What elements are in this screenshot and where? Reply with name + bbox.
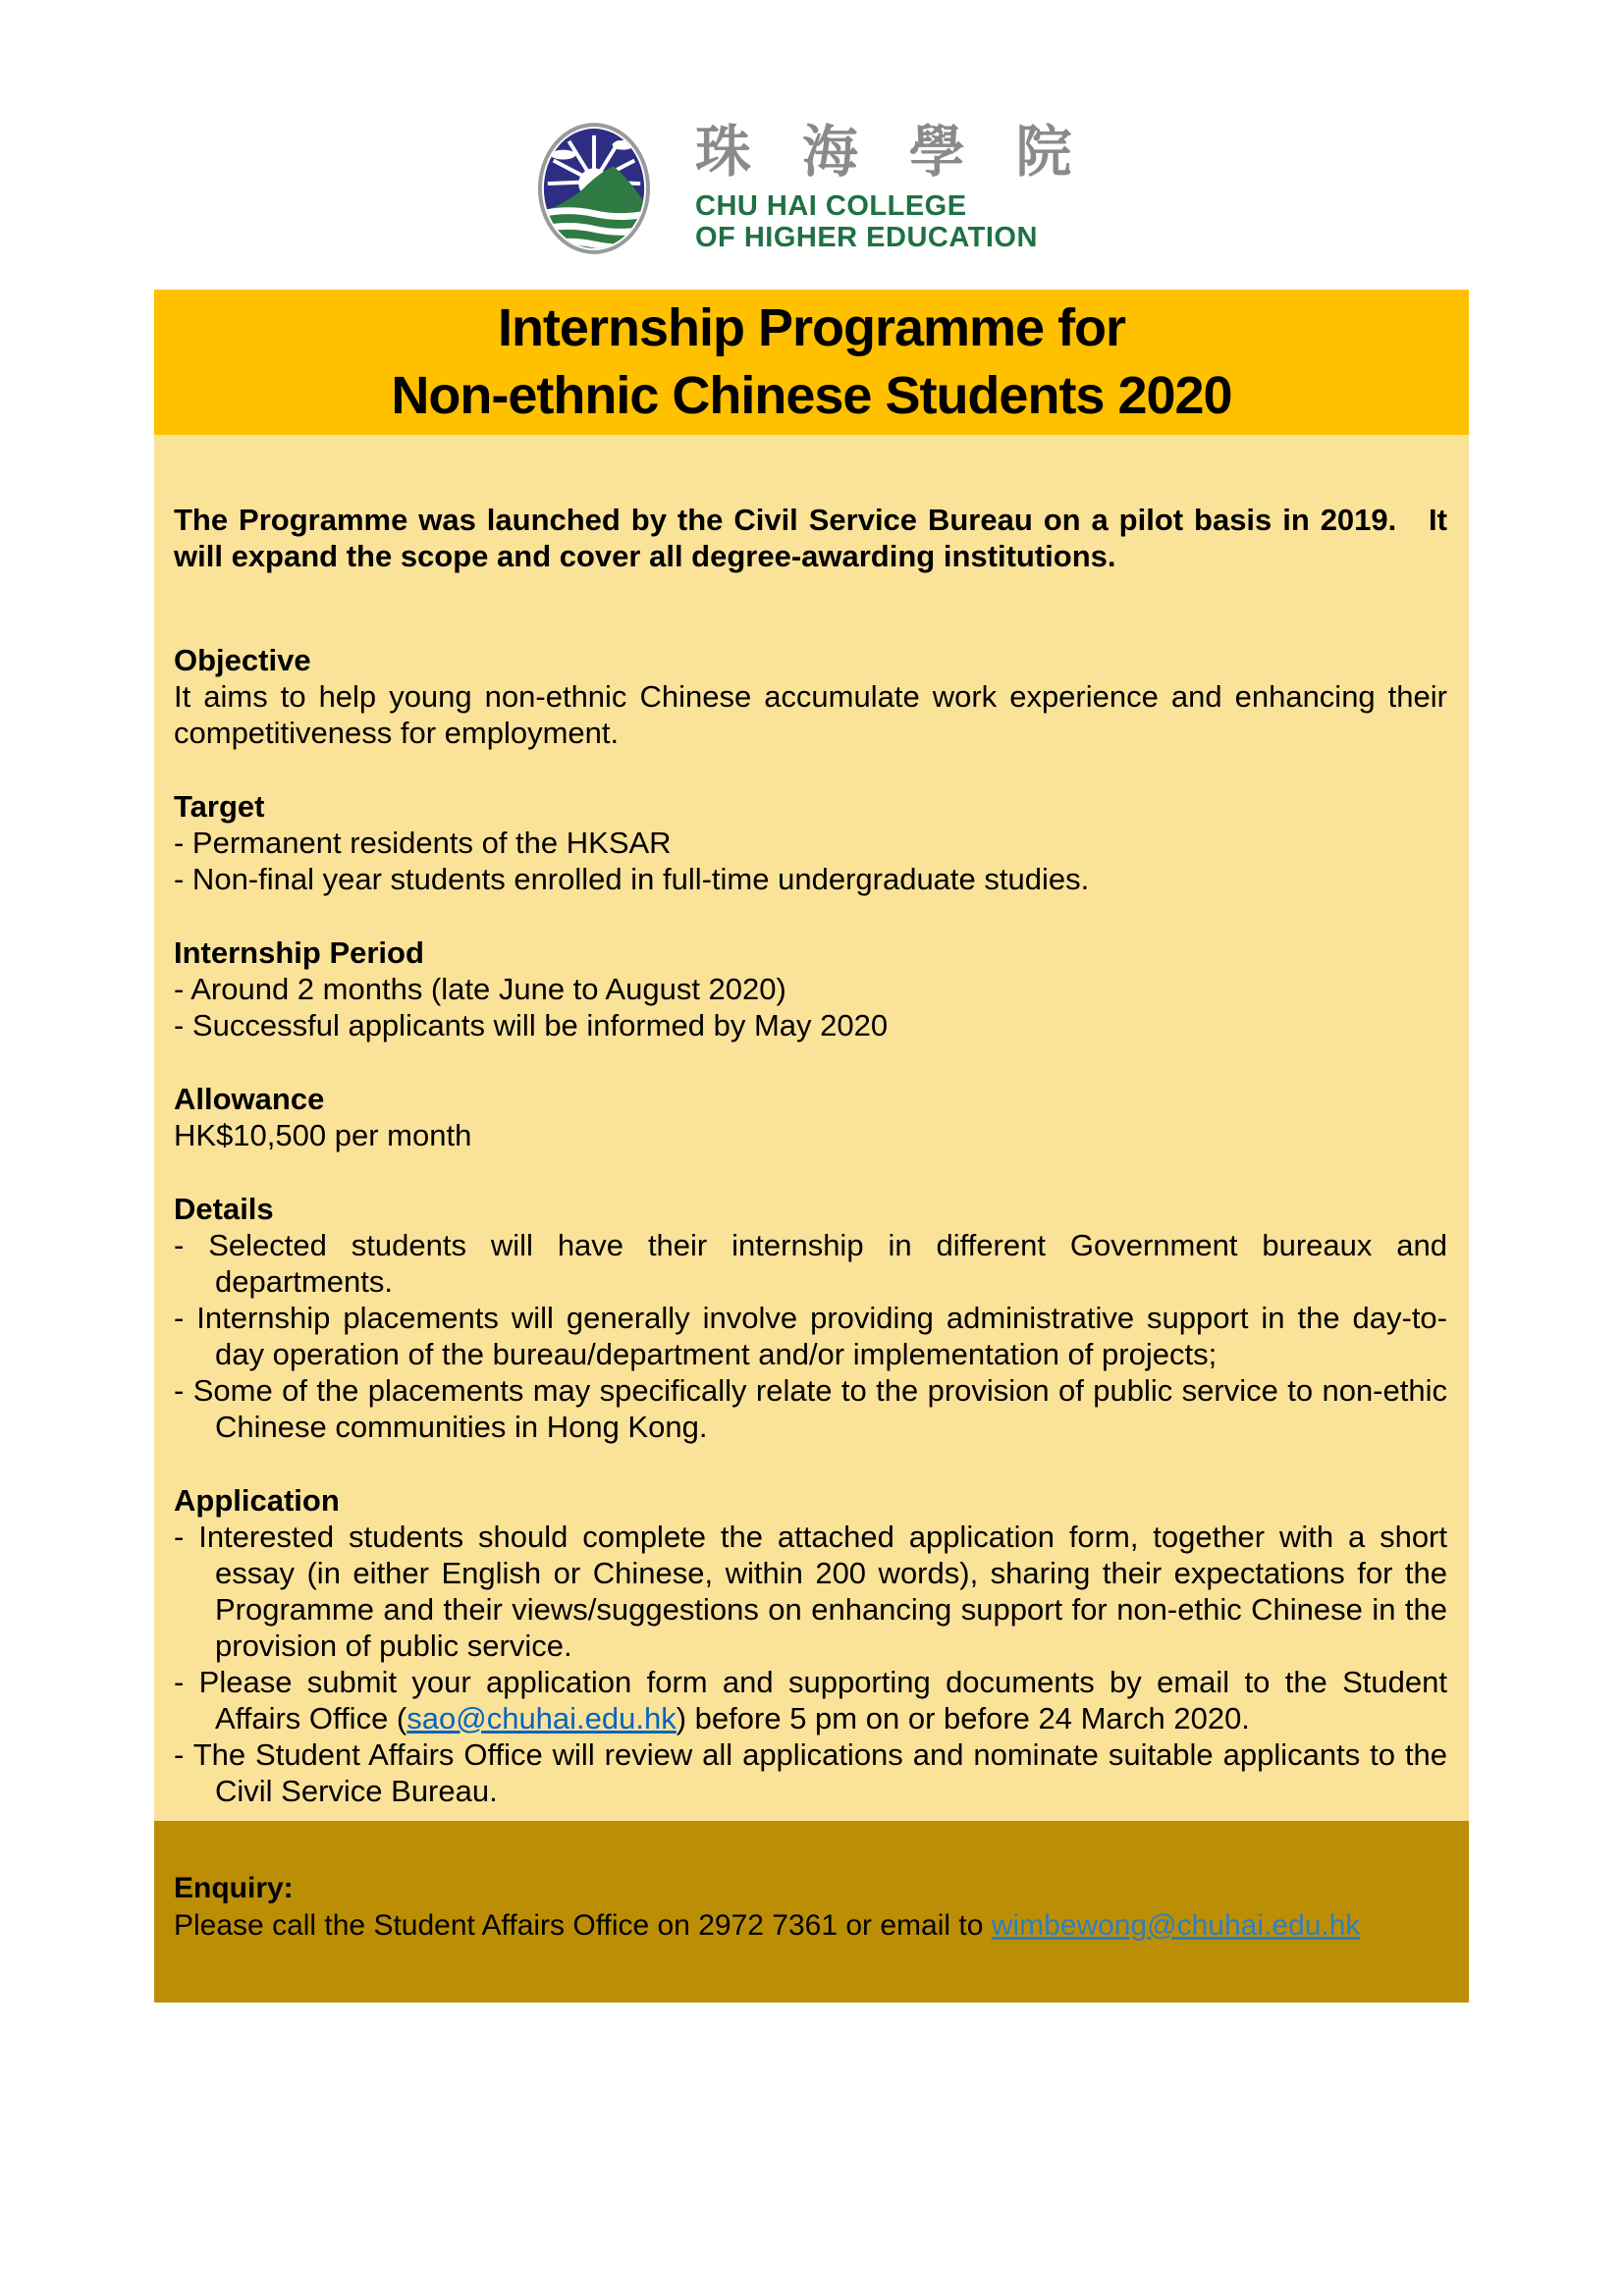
intro-paragraph: The Programme was launched by the Civil Service Bureau on a pilot basis in 2019. It will expand the scope and cover all degree-awarding institutions. bbox=[174, 503, 1447, 573]
application-heading: Application bbox=[174, 1483, 340, 1518]
application-item bbox=[174, 1664, 1447, 1736]
enquiry-text: Please call the Student Affairs Office on 2972 7361 or email to bbox=[174, 1909, 992, 1942]
college-name bbox=[695, 120, 1088, 253]
section-application bbox=[174, 1482, 1447, 1809]
section-allowance bbox=[174, 1081, 1447, 1153]
content-panel bbox=[154, 435, 1469, 1821]
enquiry-panel bbox=[154, 1821, 1469, 2002]
college-logo bbox=[536, 120, 1088, 257]
details-item: - Some of the placements may specifically relate to the provision of public service to non-ethic Chinese communities in Hong Kong. bbox=[174, 1373, 1447, 1444]
internship-period-item: - Around 2 months (late June to August 2020) bbox=[174, 972, 786, 1006]
enquiry-line bbox=[174, 1907, 1447, 1945]
section-internship-period bbox=[174, 934, 1447, 1043]
application-item-text: - Please submit your application form and supporting documents by email to the Student Affairs Office ( bbox=[174, 1665, 1447, 1735]
objective-body: It aims to help young non-ethnic Chinese accumulate work experience and enhancing their competitiveness for employment. bbox=[174, 679, 1447, 750]
section-objective bbox=[174, 642, 1447, 751]
details-item: - Internship placements will generally involve providing administrative support in the day-to-day operation of the bureau/department and/or implementation of projects; bbox=[174, 1301, 1447, 1371]
page-title-line1: Internship Programme for bbox=[497, 298, 1126, 357]
objective-heading: Objective bbox=[174, 643, 311, 677]
internship-period-item: - Successful applicants will be informed by May 2020 bbox=[174, 1008, 889, 1042]
section-target bbox=[174, 788, 1447, 897]
allowance-body: HK$10,500 per month bbox=[174, 1118, 472, 1152]
college-name-chinese: 珠 海 學 院 bbox=[695, 120, 1088, 185]
application-item: - Interested students should complete the attached application form, together with a short essay (in either English or Chinese, within 200 words), sharing their expectations for the Programme and their views/suggestions on enhancing support for non-ethic Chinese in the provision of public service. bbox=[174, 1520, 1447, 1663]
section-details bbox=[174, 1191, 1447, 1445]
enquiry-heading: Enquiry: bbox=[174, 1872, 294, 1904]
internship-period-heading: Internship Period bbox=[174, 935, 424, 970]
title-banner bbox=[154, 290, 1469, 435]
details-heading: Details bbox=[174, 1192, 274, 1226]
target-item: - Non-final year students enrolled in full-time undergraduate studies. bbox=[174, 862, 1090, 896]
application-item-text: ) before 5 pm on or before 24 March 2020. bbox=[676, 1701, 1250, 1735]
allowance-heading: Allowance bbox=[174, 1082, 325, 1116]
college-emblem-icon bbox=[536, 120, 652, 257]
college-name-english-line1: CHU HAI COLLEGE bbox=[695, 190, 967, 222]
application-item: - The Student Affairs Office will review all applications and nominate suitable applicants to the Civil Service Bureau. bbox=[174, 1737, 1447, 1808]
target-heading: Target bbox=[174, 789, 265, 824]
college-name-english-line2: OF HIGHER EDUCATION bbox=[695, 222, 1038, 253]
enquiry-email-link[interactable]: wimbewong@chuhai.edu.hk bbox=[991, 1909, 1361, 1942]
details-item: - Selected students will have their internship in different Government bureaux and departments. bbox=[174, 1228, 1447, 1299]
sao-email-link[interactable]: sao@chuhai.edu.hk bbox=[406, 1701, 677, 1735]
page-title-line2: Non-ethnic Chinese Students 2020 bbox=[391, 366, 1232, 425]
target-item: - Permanent residents of the HKSAR bbox=[174, 826, 672, 860]
